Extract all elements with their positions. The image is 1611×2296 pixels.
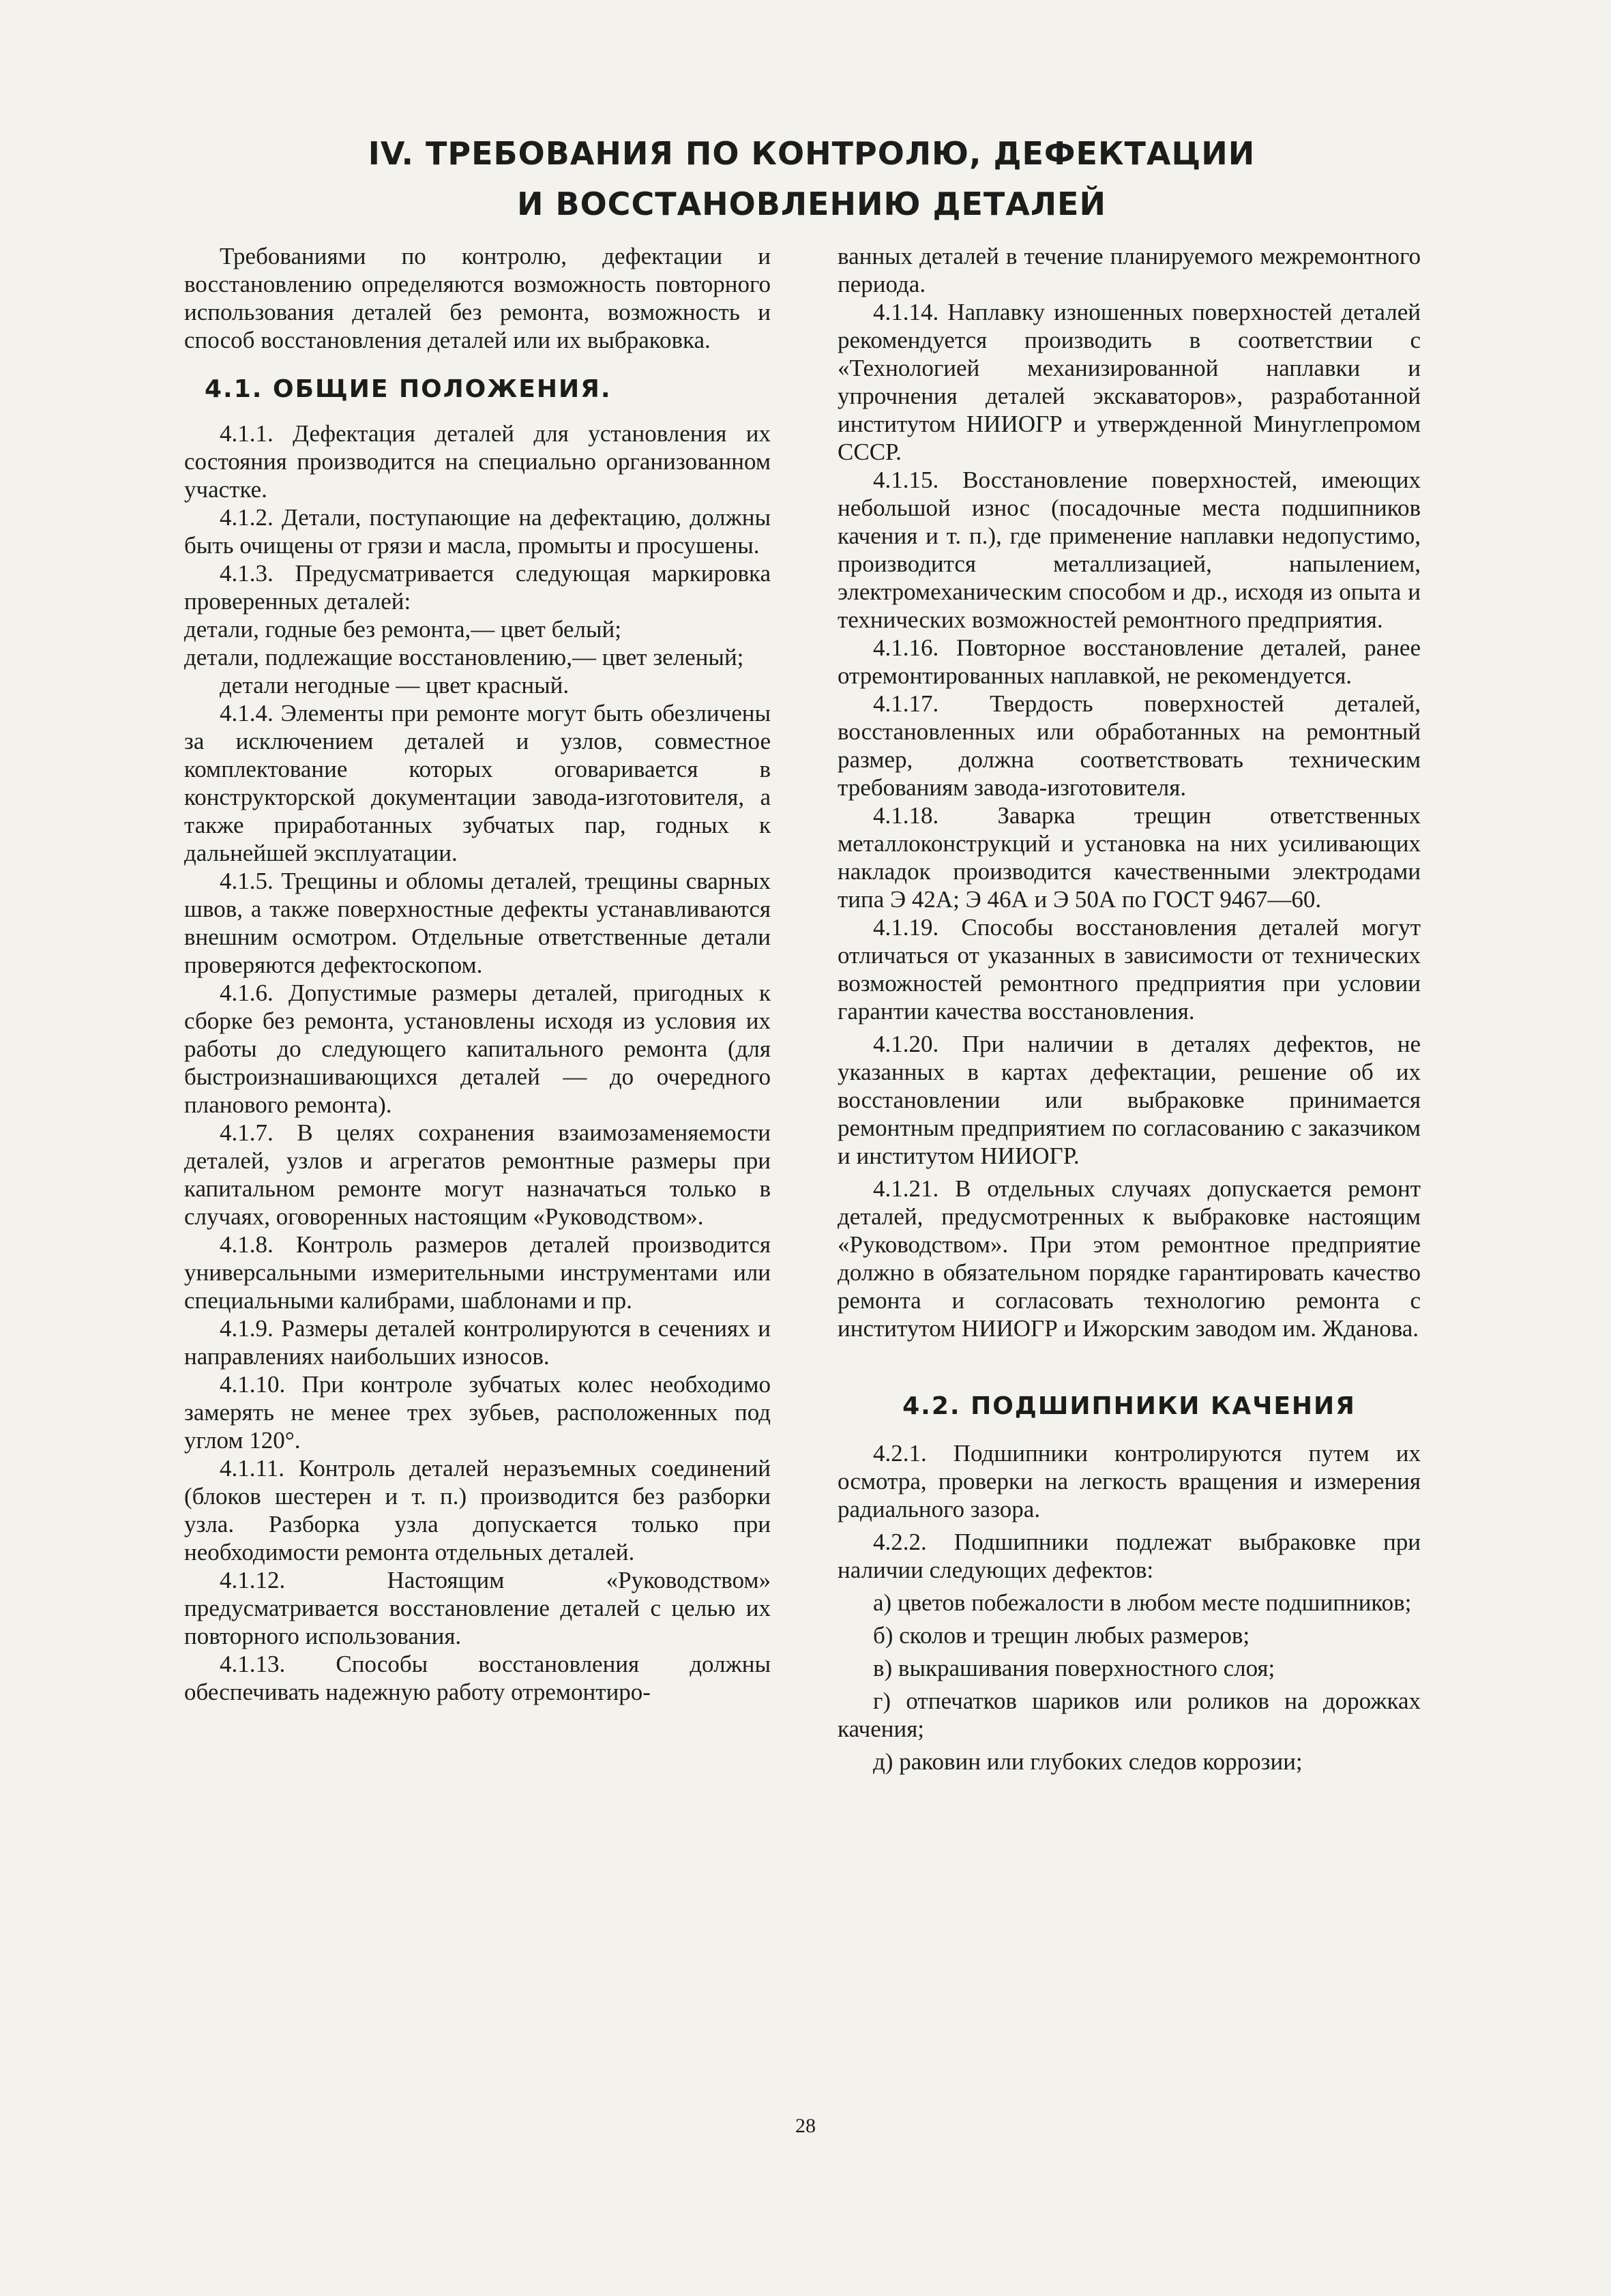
paragraph-4-1-17: 4.1.17. Твердость поверхностей деталей, восстановленных или обработанных на ремонтный размер, должна соответствовать техническим требованиям завода-изготовителя. [838,690,1421,801]
paragraph-4-1-10: 4.1.10. При контроле зубчатых колес необходимо замерять не менее трех зубьев, расположенных под углом 120°. [184,1371,771,1454]
paragraph-4-1-3: 4.1.3. Предусматривается следующая маркировка проверенных деталей: [184,560,771,615]
paragraph-4-1-12: 4.1.12. Настоящим «Руководством» предусматривается восстановление деталей с целью их повторного использования. [184,1567,771,1649]
paragraph-4-1-1: 4.1.1. Дефектация деталей для установления их состояния производится на специально организованном участке. [184,420,771,503]
page-title-line-2: И ВОССТАНОВЛЕНИЮ ДЕТАЛЕЙ [517,186,1106,222]
defect-item-d: д) раковин или глубоких следов коррозии; [873,1748,1303,1775]
defect-item-a: а) цветов побежалости в любом месте подшипников; [873,1589,1412,1616]
paragraph-4-1-15: 4.1.15. Восстановление поверхностей, имеющих небольшой износ (посадочные места подшипников качения и т. п.), где применение наплавки недопустимо, производится металлизацией, напылением, электромеханическим способом и др., исходя из опыта и технических возможностей ремонтного предприятия. [838,467,1421,633]
defect-item-g: г) отпечатков шариков или роликов на дорожках качения; [838,1688,1421,1742]
marking-item-green: детали, подлежащие восстановлению,— цвет зеленый; [184,644,744,671]
paragraph-4-1-18: 4.1.18. Заварка трещин ответственных металлоконструкций и установка на них усиливающих накладок производится качественными электродами типа Э 42А; Э 46А и Э 50А по ГОСТ 9467—60. [838,802,1421,913]
paragraph-4-1-4: 4.1.4. Элементы при ремонте могут быть обезличены за исключением деталей и узлов, совместное комплектование которых оговаривается в конструкторской документации завода-изготовителя, а также приработанных зубчатых пар, годных к дальнейшей эксплуатации. [184,700,771,866]
left-column [184,242,771,1706]
paragraph-4-1-21: 4.1.21. В отдельных случаях допускается ремонт деталей, предусмотренных к выбраковке настоящим «Руководством». При этом ремонтное предприятие должно в обязательном порядке гарантировать качество ремонта и согласовать технологию ремонта с институтом НИИОГР и Ижорским заводом им. Жданова. [838,1175,1421,1342]
section-heading-4-2: 4.2. ПОДШИПНИКИ КАЧЕНИЯ [902,1392,1356,1420]
paragraph-4-1-14: 4.1.14. Наплавку изношенных поверхностей деталей рекомендуется производить в соответствии с «Технологией механизированной наплавки и упрочнения деталей экскаваторов», разработанной институтом НИИОГР и утвержденной Минуглепромом СССР. [838,299,1421,465]
defect-item-v: в) выкрашивания поверхностного слоя; [873,1655,1275,1681]
paragraph-4-1-19: 4.1.19. Способы восстановления деталей могут отличаться от указанных в зависимости от технических возможностей ремонтного предприятия при условии гарантии качества восстановления. [838,914,1421,1025]
paragraph-4-1-16: 4.1.16. Повторное восстановление деталей, ранее отремонтированных наплавкой, не рекомендуется. [838,634,1421,689]
marking-item-red: детали негодные — цвет красный. [220,672,570,698]
marking-item-white: детали, годные без ремонта,— цвет белый; [184,616,621,643]
paragraph-4-1-13-continued: ванных деталей в течение планируемого межремонтного периода. [838,243,1421,297]
section-heading-4-1: 4.1. ОБЩИЕ ПОЛОЖЕНИЯ. [205,375,612,403]
paragraph-4-1-6: 4.1.6. Допустимые размеры деталей, пригодных к сборке без ремонта, установлены исходя из условия их работы до следующего капитального ремонта (для быстроизнашивающихся деталей — до очередного планового ремонта). [184,980,771,1118]
intro-paragraph: Требованиями по контролю, дефектации и восстановлению определяются возможность повторного использования деталей без ремонта, возможность и способ восстановления деталей или их выбраковка. [184,243,771,353]
paragraph-4-2-2: 4.2.2. Подшипники подлежат выбраковке при наличии следующих дефектов: [838,1529,1421,1583]
paragraph-4-1-5: 4.1.5. Трещины и обломы деталей, трещины сварных швов, а также поверхностные дефекты устанавливаются внешним осмотром. Отдельные ответственные детали проверяются дефектоскопом. [184,868,771,978]
paragraph-4-1-7: 4.1.7. В целях сохранения взаимозаменяемости деталей, узлов и агрегатов ремонтные размеры при капитальном ремонте могут назначаться только в случаях, оговоренных настоящим «Руководством». [184,1119,771,1230]
paragraph-4-1-20: 4.1.20. При наличии в деталях дефектов, не указанных в картах дефектации, решение об их восстановлении или выбраковке принимается ремонтным предприятием по согласованию с заказчиком и институтом НИИОГР. [838,1031,1421,1169]
page-number: 28 [795,2115,816,2137]
paragraph-4-1-2: 4.1.2. Детали, поступающие на дефектацию, должны быть очищены от грязи и масла, промыты и просушены. [184,504,771,559]
page-title-line-1: IV. ТРЕБОВАНИЯ ПО КОНТРОЛЮ, ДЕФЕКТАЦИИ [368,135,1256,172]
paragraph-4-2-1: 4.2.1. Подшипники контролируются путем их осмотра, проверки на легкость вращения и измерения радиального зазора. [838,1440,1421,1522]
right-column [838,242,1421,1776]
page-title [205,128,1419,229]
paragraph-4-1-11: 4.1.11. Контроль деталей неразъемных соединений (блоков шестерен и т. п.) производится без разборки узла. Разборка узла допускается только при необходимости ремонта отдельных деталей. [184,1455,771,1565]
defect-item-b: б) сколов и трещин любых размеров; [873,1622,1250,1649]
paragraph-4-1-9: 4.1.9. Размеры деталей контролируются в сечениях и направлениях наибольших износов. [184,1315,771,1370]
paragraph-4-1-13: 4.1.13. Способы восстановления должны обеспечивать надежную работу отремонтиро- [184,1651,771,1705]
paragraph-4-1-8: 4.1.8. Контроль размеров деталей производится универсальными измерительными инструментами или специальными калибрами, шаблонами и пр. [184,1231,771,1314]
